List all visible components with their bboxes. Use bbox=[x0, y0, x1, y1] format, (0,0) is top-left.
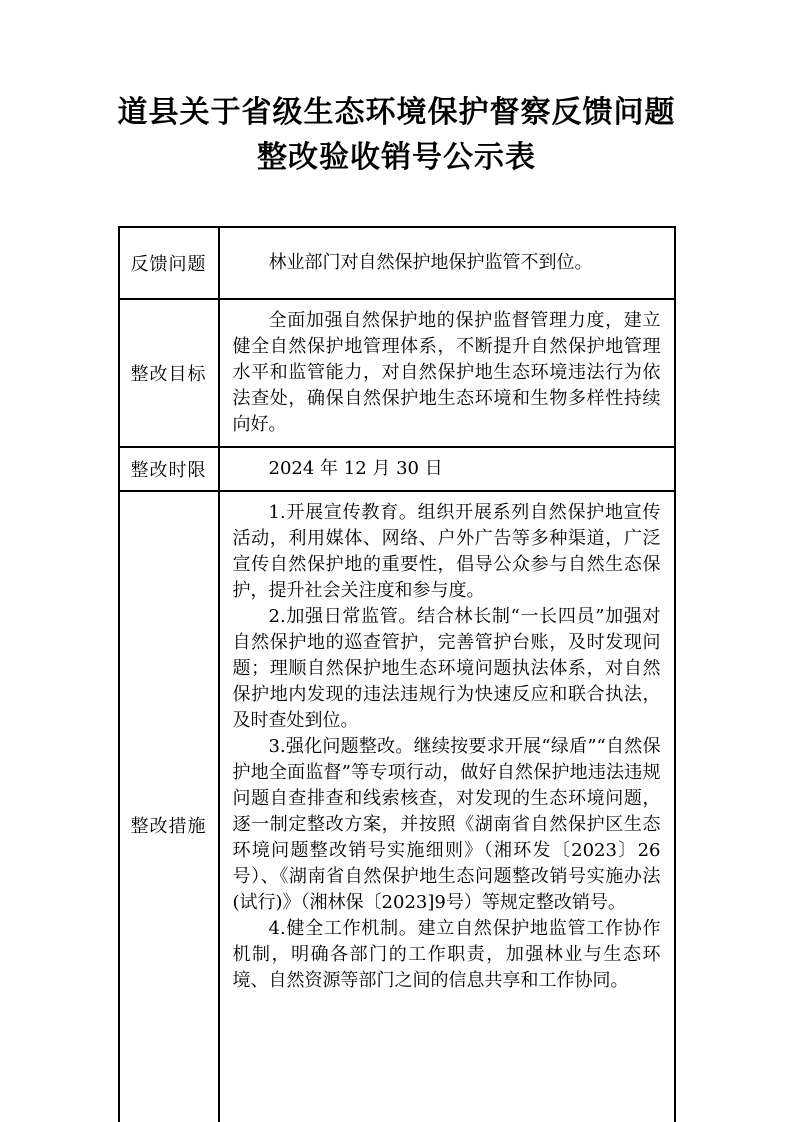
table-row-measures bbox=[119, 491, 675, 1122]
table-row-deadline bbox=[119, 447, 675, 491]
measures-paragraph-4: 4.健全工作机制。建立自然保护地监管工作协作机制，明确各部门的工作职责，加强林业与生态环境、自然资源等部门之间的信息共享和工作协同。 bbox=[232, 918, 661, 991]
goal-label: 整改目标 bbox=[119, 299, 219, 447]
title-line-1: 道县关于省级生态环境保护督察反馈问题 bbox=[117, 95, 676, 130]
table-row-goal bbox=[119, 299, 675, 447]
feedback-label: 反馈问题 bbox=[119, 227, 219, 299]
deadline-content: 2024 年 12 月 30 日 bbox=[268, 458, 443, 479]
measures-paragraph-2: 2.加强日常监管。结合林长制“一长四员”加强对自然保护地的巡查管护，完善管护台账，及时发现问题；理顺自然保护地生态环境问题执法体系，对自然保护地内发现的违法违规行为快速反应和联合执法，及时查处到位。 bbox=[232, 606, 661, 731]
feedback-content: 林业部门对自然保护地保护监管不到位。 bbox=[268, 252, 593, 273]
measures-label: 整改措施 bbox=[119, 491, 219, 1122]
measures-paragraph-1: 1.开展宣传教育。组织开展系列自然保护地宣传活动，利用媒体、网络、户外广告等多种渠道，广泛宣传自然保护地的重要性，倡导公众参与自然生态保护，提升社会关注度和参与度。 bbox=[232, 502, 661, 601]
deadline-content-cell bbox=[219, 447, 675, 491]
document-title bbox=[0, 0, 793, 180]
goal-content: 全面加强自然保护地的保护监督管理力度，建立健全自然保护地管理体系，不断提升自然保护地管理水平和监管能力，对自然保护地生态环境违法行为依法查处，确保自然保护地生态环境和生物多样性持续向好。 bbox=[232, 310, 661, 435]
feedback-content-cell bbox=[219, 227, 675, 299]
measures-content-cell bbox=[219, 491, 675, 1122]
measures-paragraph-3: 3.强化问题整改。继续按要求开展“绿盾”“自然保护地全面监督”等专项行动，做好自然保护地违法违规问题自查排查和线索核查，对发现的生态环境问题，逐一制定整改方案，并按照《湖南省自然保护区生态环境问题整改销号实施细则》（湘环发〔2023〕26号）、《湖南省自然保护地生态问题整改销号实施办法(试行)》（湘林保〔2023]9号）等规定整改销号。 bbox=[232, 736, 661, 913]
goal-content-cell bbox=[219, 299, 675, 447]
title-line-2: 整改验收销号公示表 bbox=[257, 140, 536, 175]
deadline-label: 整改时限 bbox=[119, 447, 219, 491]
notice-table bbox=[118, 226, 676, 1122]
table-row-feedback bbox=[119, 227, 675, 299]
